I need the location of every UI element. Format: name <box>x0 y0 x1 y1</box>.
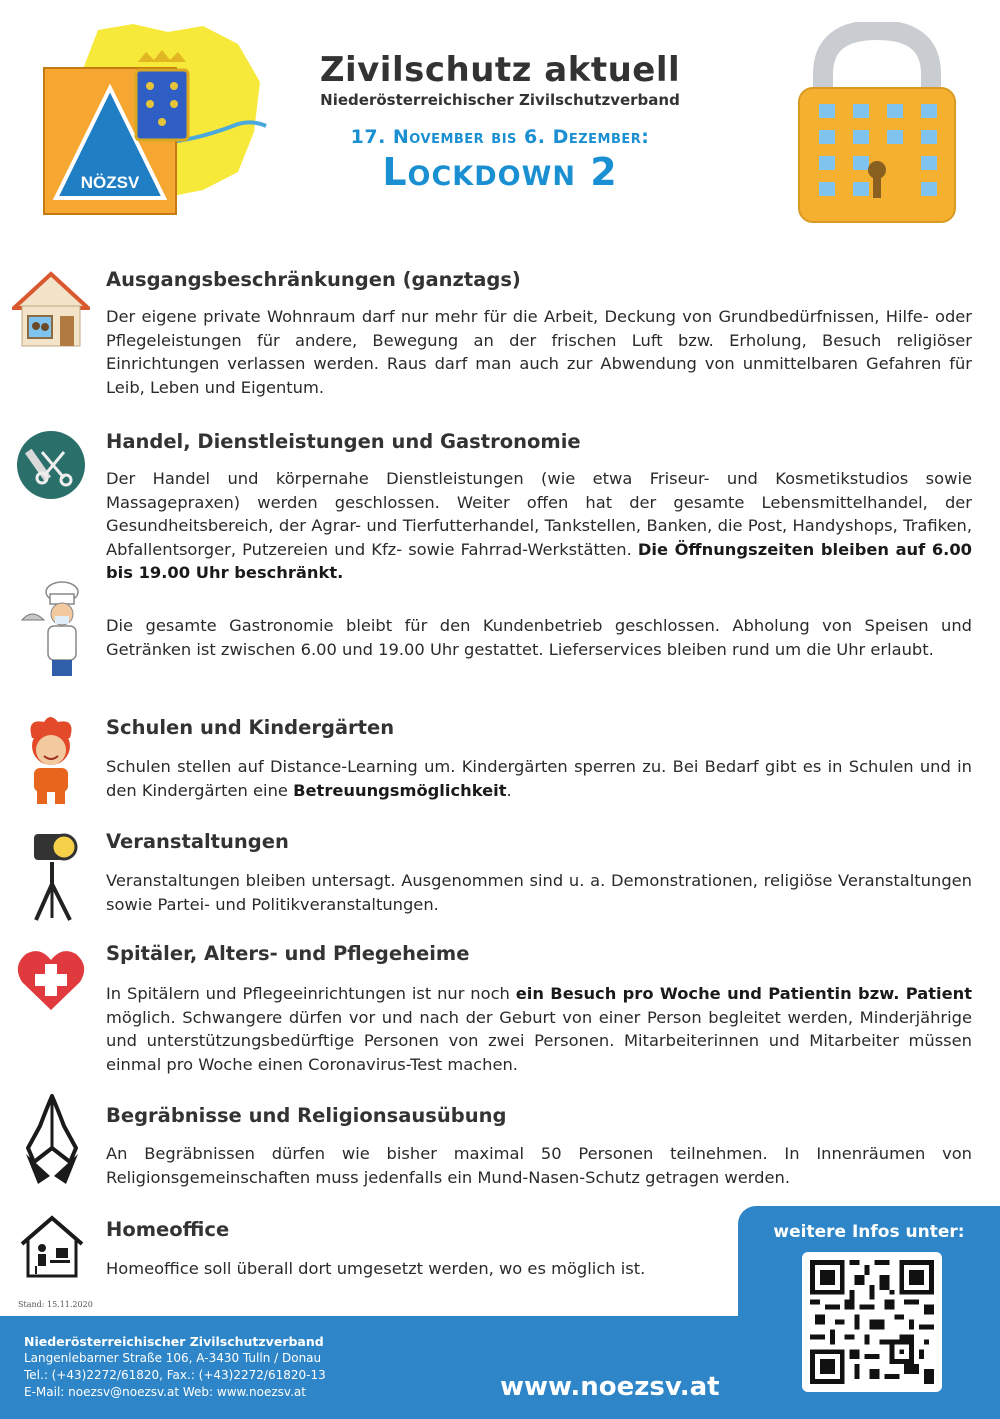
logo-text: NÖZSV <box>80 173 140 192</box>
praying-hands-icon <box>16 1092 88 1186</box>
footer-org-name: Niederösterreichischer Zivilschutzverband <box>24 1334 324 1349</box>
info-box <box>738 1206 1000 1419</box>
spitaeler-text-end: möglich. Schwangere dürfen vor und nach der Geburt von einer Person begleitet werden, Minderjährige und unterstützungsbedürftige Personen von zwei Personen. Mitarbeiterinnen und Mitarbeiter müssen einmal pro Woche einen Coronavirus-Test machen. <box>106 1007 972 1074</box>
child-icon <box>20 712 82 806</box>
section-title-begraebnisse: Begräbnisse und Religionsausübung <box>106 1104 507 1127</box>
spitaeler-bold-text: ein Besuch pro Woche und Patientin bzw. Patient <box>515 984 972 1003</box>
section-title-ausgang: Ausgangsbeschränkungen (ganztags) <box>106 268 521 291</box>
section-body-handel <box>106 467 972 585</box>
page-subtitle: Niederösterreichischer Zivilschutzverband <box>320 91 680 109</box>
footer-address-block <box>24 1333 326 1401</box>
chef-icon <box>18 578 90 682</box>
schulen-bold-text: Betreuungsmöglichkeit <box>293 780 507 800</box>
handel-bold-text: Die Öffnungszeiten bleiben auf 6.00 bis 19.00 Uhr beschränkt. <box>106 539 972 582</box>
scissors-comb-icon <box>16 430 86 500</box>
section-body-ausgang: Der eigene private Wohnraum darf nur mehr für die Arbeit, Deckung von Grundbedürfnissen, Hilfe- oder Pflegeleistungen für andere, Bewegung an der frischen Luft bzw. Erholung, Besuch religiöser Einrichtungen verlassen werden. Raus darf man auch zur Abwendung von unmittelbaren Gefahren für Leib, Leben und Eigentum. <box>106 307 972 397</box>
section-title-spitaeler: Spitäler, Alters- und Pflegeheime <box>106 942 470 965</box>
headline: Lockdown 2 <box>382 150 618 194</box>
section-body-schulen <box>106 755 972 802</box>
date-range: 17. November bis 6. Dezember: <box>350 126 650 148</box>
house-family-icon <box>12 270 90 350</box>
heart-cross-icon <box>16 946 86 1014</box>
schulen-text-end: . <box>506 780 512 800</box>
section-title-schulen: Schulen und Kindergärten <box>106 716 395 739</box>
section-title-homeoffice: Homeoffice <box>106 1218 230 1241</box>
section-body-begraebnisse: An Begräbnissen dürfen wie bisher maximal 50 Personen teilnehmen. In Innenräumen von Religionsgemeinschaften muss jedenfalls ein Mund-Nasen-Schutz getragen werden. <box>106 1144 972 1187</box>
section-body-veranstaltungen: Veranstaltungen bleiben untersagt. Ausgenommen sind u. a. Demonstrationen, religiöse Veranstaltungen sowie Partei- und Politikveranstaltungen. <box>106 871 972 914</box>
footer-phone: Tel.: (+43)2272/61820, Fax.: (+43)2272/61820-13 <box>24 1368 326 1382</box>
handel-text: Der Handel und körpernahe Dienstleistungen (wie etwa Friseur- und Kosmetikstudios sowie Massagepraxen) werden geschlossen. Weiter offen hat der gesamte Lebensmittelhandel, der Gesundheitsbereich, der Agrar- und Tierfutterhandel, Tankstellen, Banken, die Post, Handyshops, Trafiken, Abfallentsorger, Putzereien und Kfz- sowie Fahrrad-Werkstätten. <box>106 469 972 559</box>
footer-website-link[interactable]: www.noezsv.at <box>500 1372 720 1402</box>
qr-code-icon[interactable] <box>802 1252 942 1392</box>
section-title-handel: Handel, Dienstleistungen und Gastronomie <box>106 430 581 453</box>
section-body-spitaeler <box>106 982 972 1076</box>
section-body-gastro: Die gesamte Gastronomie bleibt für den Kundenbetrieb geschlossen. Abholung von Speisen und Getränken ist zwischen 6.00 und 19.00 Uhr gestattet. Lieferservices bleiben rund um die Uhr erlaubt. <box>106 616 972 659</box>
stand-date: Stand: 15.11.2020 <box>18 1300 93 1309</box>
footer-address: Langenlebarner Straße 106, A-3430 Tulln / Donau <box>24 1351 322 1365</box>
info-label: weitere Infos unter: <box>773 1222 965 1242</box>
padlock-icon <box>795 22 960 227</box>
home-office-icon <box>18 1214 86 1280</box>
spotlight-icon <box>26 826 80 924</box>
page-title: Zivilschutz aktuell <box>319 50 681 90</box>
footer-email: E-Mail: noezsv@noezsv.at Web: www.noezsv.at <box>24 1385 306 1399</box>
spitaeler-text: In Spitälern und Pflegeeinrichtungen ist nur noch <box>106 984 516 1003</box>
noezsv-logo <box>38 22 268 222</box>
section-body-homeoffice: Homeoffice soll überall dort umgesetzt werden, wo es möglich ist. <box>106 1259 646 1278</box>
schulen-text: Schulen stellen auf Distance-Learning um. Kindergärten sperren zu. Bei Bedarf gibt es in Schulen und in den Kindergärten eine <box>106 757 972 800</box>
section-title-veranstaltungen: Veranstaltungen <box>106 830 289 853</box>
